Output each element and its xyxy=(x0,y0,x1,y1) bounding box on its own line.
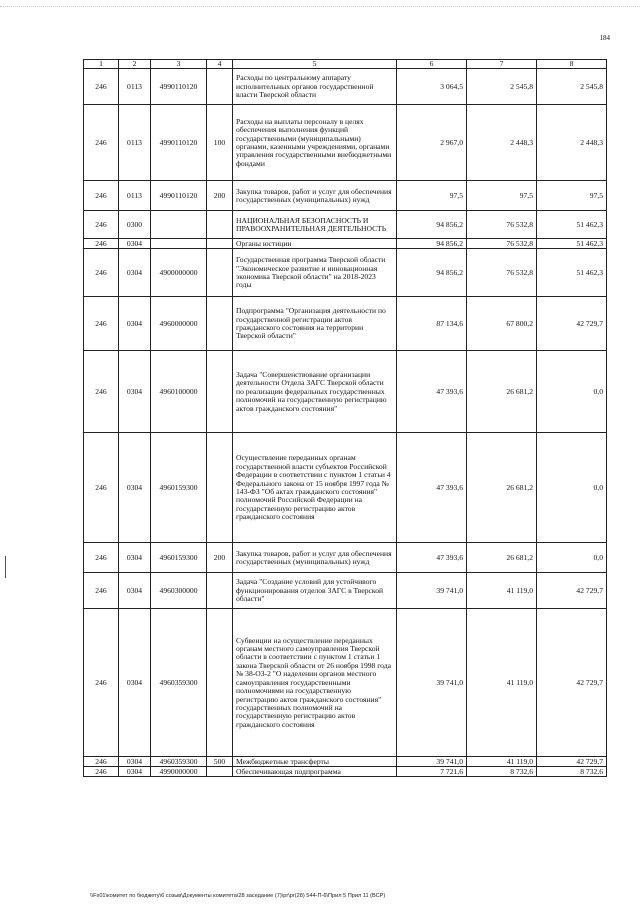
expense-type-cell xyxy=(207,433,233,543)
table-row xyxy=(84,239,607,249)
target-article-cell: 4900000000 xyxy=(151,249,207,297)
amount-2021-cell: 2 448,3 xyxy=(537,105,607,181)
amount-2020-cell: 41 119,0 xyxy=(467,757,537,767)
file-path-footer: \\Fs01\комитет по бюджету\6 созыв\Документы комитета\28 заседание (7)\pr\pr(28) 544-П-6\Прил 5 Прил 11 (ВСР) xyxy=(90,893,386,899)
table-row xyxy=(84,297,607,351)
amount-2019-cell: 47 393,6 xyxy=(397,351,467,433)
section-code-cell: 0113 xyxy=(119,105,151,181)
description-cell: Задача "Создание условий для устойчивого функционирования отделов ЗАГС в Тверской области" xyxy=(233,573,397,609)
amount-2019-cell: 94 856,2 xyxy=(397,249,467,297)
table-row xyxy=(84,573,607,609)
amount-2021-cell: 42 729,7 xyxy=(537,757,607,767)
amount-2020-cell: 76 532,8 xyxy=(467,239,537,249)
amount-2019-cell: 7 721,6 xyxy=(397,767,467,777)
scan-margin-mark xyxy=(5,556,6,578)
section-code-cell: 0304 xyxy=(119,573,151,609)
section-code-cell: 0304 xyxy=(119,609,151,757)
admin-code-cell: 246 xyxy=(84,181,119,211)
target-article-cell: 4990000000 xyxy=(151,767,207,777)
header-cell: 3 xyxy=(151,60,207,69)
section-code-cell: 0304 xyxy=(119,297,151,351)
amount-2020-cell: 41 119,0 xyxy=(467,609,537,757)
target-article-cell: 4960359300 xyxy=(151,609,207,757)
amount-2021-cell: 97,5 xyxy=(537,181,607,211)
header-cell: 7 xyxy=(467,60,537,69)
amount-2019-cell: 39 741,0 xyxy=(397,757,467,767)
amount-2021-cell: 8 732,6 xyxy=(537,767,607,777)
header-cell: 4 xyxy=(207,60,233,69)
amount-2020-cell: 26 681,2 xyxy=(467,351,537,433)
amount-2020-cell: 8 732,6 xyxy=(467,767,537,777)
header-cell: 8 xyxy=(537,60,607,69)
amount-2021-cell: 0,0 xyxy=(537,543,607,573)
amount-2019-cell: 3 064,5 xyxy=(397,69,467,105)
description-cell: Расходы по центральному аппарату исполнительных органов государственной власти Тверской области xyxy=(233,69,397,105)
amount-2020-cell: 76 532,8 xyxy=(467,249,537,297)
table-row xyxy=(84,69,607,105)
amount-2019-cell: 94 856,2 xyxy=(397,211,467,239)
expense-type-cell: 200 xyxy=(207,543,233,573)
amount-2020-cell: 26 681,2 xyxy=(467,543,537,573)
admin-code-cell: 246 xyxy=(84,297,119,351)
amount-2020-cell: 67 800,2 xyxy=(467,297,537,351)
table-row xyxy=(84,609,607,757)
amount-2019-cell: 94 856,2 xyxy=(397,239,467,249)
amount-2021-cell: 42 729,7 xyxy=(537,297,607,351)
admin-code-cell: 246 xyxy=(84,609,119,757)
amount-2019-cell: 87 134,6 xyxy=(397,297,467,351)
target-article-cell: 4960159300 xyxy=(151,543,207,573)
target-article-cell: 4990110120 xyxy=(151,105,207,181)
section-code-cell: 0300 xyxy=(119,211,151,239)
table-row xyxy=(84,767,607,777)
target-article-cell xyxy=(151,239,207,249)
header-cell: 5 xyxy=(233,60,397,69)
amount-2019-cell: 47 393,6 xyxy=(397,543,467,573)
amount-2019-cell: 39 741,0 xyxy=(397,609,467,757)
amount-2021-cell: 51 462,3 xyxy=(537,249,607,297)
amount-2021-cell: 2 545,8 xyxy=(537,69,607,105)
target-article-cell xyxy=(151,211,207,239)
description-cell: Государственная программа Тверской области "Экономическое развитие и инновационная экономика Тверской области" на 2018-2023 годы xyxy=(233,249,397,297)
section-code-cell: 0304 xyxy=(119,433,151,543)
amount-2021-cell: 51 462,3 xyxy=(537,211,607,239)
amount-2021-cell: 0,0 xyxy=(537,433,607,543)
admin-code-cell: 246 xyxy=(84,239,119,249)
target-article-cell: 4990110120 xyxy=(151,69,207,105)
admin-code-cell: 246 xyxy=(84,757,119,767)
header-cell: 1 xyxy=(84,60,119,69)
admin-code-cell: 246 xyxy=(84,543,119,573)
admin-code-cell: 246 xyxy=(84,211,119,239)
expense-type-cell xyxy=(207,249,233,297)
section-code-cell: 0304 xyxy=(119,351,151,433)
admin-code-cell: 246 xyxy=(84,433,119,543)
table-row xyxy=(84,181,607,211)
target-article-cell: 4990110120 xyxy=(151,181,207,211)
page-number: 184 xyxy=(599,34,610,42)
description-cell: Органы юстиции xyxy=(233,239,397,249)
expense-type-cell xyxy=(207,609,233,757)
description-cell: Обеспечивающая подпрограмма xyxy=(233,767,397,777)
budget-table xyxy=(83,59,607,777)
amount-2021-cell: 42 729,7 xyxy=(537,573,607,609)
table-row xyxy=(84,351,607,433)
section-code-cell: 0304 xyxy=(119,239,151,249)
admin-code-cell: 246 xyxy=(84,351,119,433)
description-cell: Осуществление переданных органам государственной власти субъектов Российской Федерации в соответствии с пунктом 1 статьи 4 Федерального закона от 15 ноября 1997 года № 143-ФЗ "Об актах гражданского состояния" полномочий Российской Федерации на государственную регистрацию актов гражданского состояния xyxy=(233,433,397,543)
target-article-cell: 4960300000 xyxy=(151,573,207,609)
target-article-cell: 4960000000 xyxy=(151,297,207,351)
expense-type-cell xyxy=(207,297,233,351)
admin-code-cell: 246 xyxy=(84,249,119,297)
table-row xyxy=(84,211,607,239)
table-row xyxy=(84,249,607,297)
amount-2020-cell: 97,5 xyxy=(467,181,537,211)
description-cell: Расходы на выплаты персоналу в целях обеспечения выполнения функций государственными (муниципальными) органами, казенными учреждениями, органами управления государственными внебюджетными фондами xyxy=(233,105,397,181)
table-row xyxy=(84,105,607,181)
table-row xyxy=(84,543,607,573)
admin-code-cell: 246 xyxy=(84,767,119,777)
expense-type-cell xyxy=(207,573,233,609)
section-code-cell: 0304 xyxy=(119,249,151,297)
amount-2020-cell: 2 448,3 xyxy=(467,105,537,181)
description-cell: Подпрограмма "Организация деятельности по государственной регистрации актов гражданского состояния на территории Тверской области" xyxy=(233,297,397,351)
header-cell: 6 xyxy=(397,60,467,69)
header-cell: 2 xyxy=(119,60,151,69)
description-cell: НАЦИОНАЛЬНАЯ БЕЗОПАСНОСТЬ И ПРАВООХРАНИТЕЛЬНАЯ ДЕЯТЕЛЬНОСТЬ xyxy=(233,211,397,239)
expense-type-cell xyxy=(207,767,233,777)
section-code-cell: 0304 xyxy=(119,757,151,767)
expense-type-cell: 100 xyxy=(207,105,233,181)
amount-2019-cell: 39 741,0 xyxy=(397,573,467,609)
admin-code-cell: 246 xyxy=(84,69,119,105)
admin-code-cell: 246 xyxy=(84,573,119,609)
expense-type-cell xyxy=(207,239,233,249)
target-article-cell: 4960359300 xyxy=(151,757,207,767)
amount-2021-cell: 0,0 xyxy=(537,351,607,433)
amount-2021-cell: 42 729,7 xyxy=(537,609,607,757)
amount-2019-cell: 47 393,6 xyxy=(397,433,467,543)
expense-type-cell: 200 xyxy=(207,181,233,211)
description-cell: Задача "Совершенствование организации деятельности Отдела ЗАГС Тверской области по реализации федеральных государственных полномочий на государственную регистрацию актов гражданского состояния" xyxy=(233,351,397,433)
section-code-cell: 0113 xyxy=(119,181,151,211)
amount-2019-cell: 97,5 xyxy=(397,181,467,211)
expense-type-cell xyxy=(207,69,233,105)
amount-2020-cell: 76 532,8 xyxy=(467,211,537,239)
section-code-cell: 0304 xyxy=(119,543,151,573)
amount-2020-cell: 41 119,0 xyxy=(467,573,537,609)
admin-code-cell: 246 xyxy=(84,105,119,181)
table-row xyxy=(84,757,607,767)
target-article-cell: 4960100000 xyxy=(151,351,207,433)
table-row xyxy=(84,433,607,543)
amount-2019-cell: 2 967,0 xyxy=(397,105,467,181)
target-article-cell: 4960159300 xyxy=(151,433,207,543)
amount-2020-cell: 2 545,8 xyxy=(467,69,537,105)
expense-type-cell xyxy=(207,211,233,239)
expense-type-cell: 500 xyxy=(207,757,233,767)
amount-2021-cell: 51 462,3 xyxy=(537,239,607,249)
scan-edge-noise xyxy=(0,6,640,8)
description-cell: Межбюджетные трансферты xyxy=(233,757,397,767)
description-cell: Субвенции на осуществление переданных органам местного самоуправления Тверской области в соответствии с пунктом 1 статьи 1 закона Тверской области от 26 ноября 1998 года № 38-ОЗ-2 "О наделении органов местного самоуправления государственными полномочиями на государственную регистрацию актов гражданского состояния" государственных полномочий на государственную регистрацию актов гражданского состояния xyxy=(233,609,397,757)
expense-type-cell xyxy=(207,351,233,433)
description-cell: Закупка товаров, работ и услуг для обеспечения государственных (муниципальных) нужд xyxy=(233,543,397,573)
amount-2020-cell: 26 681,2 xyxy=(467,433,537,543)
section-code-cell: 0113 xyxy=(119,69,151,105)
section-code-cell: 0304 xyxy=(119,767,151,777)
table-header-row xyxy=(84,60,607,69)
description-cell: Закупка товаров, работ и услуг для обеспечения государственных (муниципальных) нужд xyxy=(233,181,397,211)
